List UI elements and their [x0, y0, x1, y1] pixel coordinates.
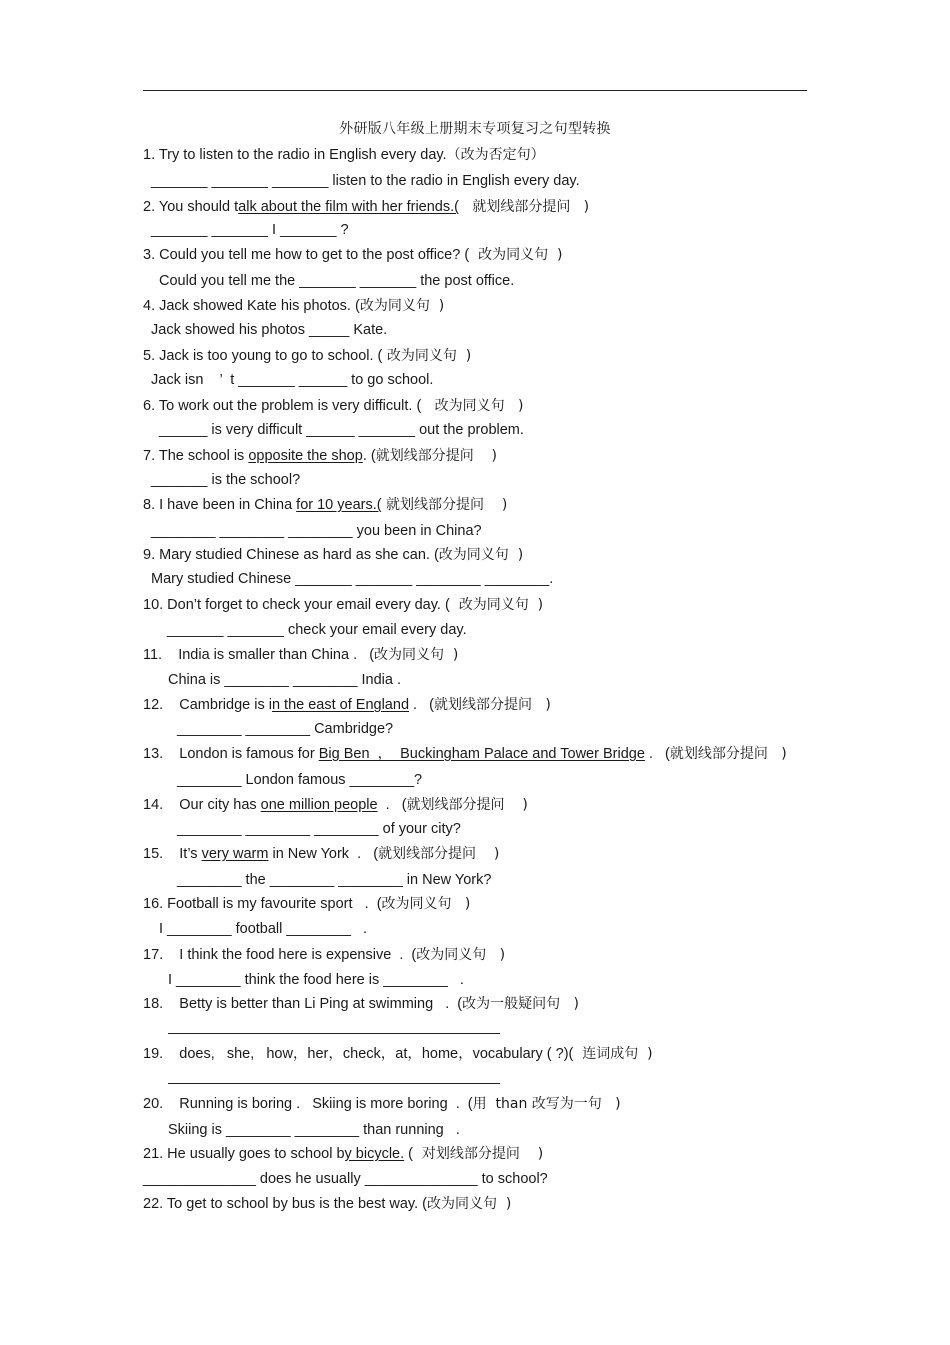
answer-1: _______ _______ _______ listen to the radio in English every day. [151, 173, 580, 189]
question-4: 4. Jack showed Kate his photos. (改为同义句 ) [143, 298, 445, 314]
question-15: 15. It’s very warm in New York . (就划线部分提问 ) [143, 846, 500, 862]
answer-11: China is ________ ________ India . [168, 672, 401, 688]
question-2: 2. You should talk about the film with her friends.( 就划线部分提问 ) [143, 199, 590, 215]
question-21: 21. He usually goes to school by bicycle. ( 对划线部分提问 ) [143, 1146, 544, 1162]
question-19: 19. does, she, how，her，check，at，home，vocabulary ( ?)( 连词成句 ) [143, 1046, 653, 1062]
answer-15: ________ the ________ ________ in New York? [177, 872, 492, 888]
question-18: 18. Betty is better than Li Ping at swimming . (改为一般疑问句 ) [143, 996, 579, 1012]
answer-2: _______ _______ I _______ ? [151, 222, 349, 238]
question-16: 16. Football is my favourite sport . (改为同义句 ) [143, 896, 471, 912]
answer-20: Skiing is ________ ________ than running . [168, 1122, 460, 1138]
answer-3: Could you tell me the _______ _______ the post office. [159, 273, 515, 289]
answer-14: ________ ________ ________ of your city? [177, 821, 461, 837]
question-22: 22. To get to school by bus is the best way. (改为同义句 ) [143, 1196, 512, 1212]
page-title: 外研版八年级上册期末专项复习之句型转换 [339, 121, 611, 137]
question-1: 1. Try to listen to the radio in English every day.（改为否定句） [143, 147, 545, 163]
answer-10: _______ _______ check your email every day. [167, 622, 467, 638]
question-10: 10. Don’t forget to check your email every day. ( 改为同义句 ) [143, 597, 544, 613]
answer-8: ________ ________ ________ you been in China? [151, 523, 482, 539]
answer-7: _______ is the school? [151, 472, 301, 488]
answer-5: Jack isn ’ t _______ ______ to go school. [151, 372, 434, 388]
question-6: 6. To work out the problem is very difficult. ( 改为同义句 ) [143, 398, 524, 414]
question-20: 20. Running is boring . Skiing is more boring . (用 than 改写为一句 ) [143, 1096, 621, 1112]
question-17: 17. I think the food here is expensive . (改为同义句 ) [143, 947, 506, 963]
answer-13: ________ London famous ________? [177, 772, 423, 788]
answer-12: ________ ________ Cambridge? [177, 721, 394, 737]
question-3: 3. Could you tell me how to get to the post office? ( 改为同义句 ) [143, 247, 563, 263]
question-8: 8. I have been in China for 10 years.( 就划线部分提问 ) [143, 497, 508, 513]
question-5: 5. Jack is too young to go to school. ( 改为同义句 ) [143, 348, 472, 364]
answer-21: ______________ does he usually ______________ to school? [143, 1171, 548, 1187]
answer-6: ______ is very difficult ______ _______ out the problem. [159, 422, 524, 438]
answer-line-18 [168, 1033, 500, 1034]
answer-4: Jack showed his photos _____ Kate. [151, 322, 388, 338]
question-14: 14. Our city has one million people . (就划线部分提问 ) [143, 797, 528, 813]
question-13: 13. London is famous for Big Ben ， Buckingham Palace and Tower Bridge . (就划线部分提问 ) [143, 746, 787, 762]
answer-9: Mary studied Chinese _______ _______ ________ ________. [151, 571, 554, 587]
question-11: 11. India is smaller than China . (改为同义句 ) [143, 647, 459, 663]
answer-16: I ________ football ________ . [159, 921, 368, 937]
question-9: 9. Mary studied Chinese as hard as she can. (改为同义句 ) [143, 547, 524, 563]
answer-line-19 [168, 1083, 500, 1084]
question-7: 7. The school is opposite the shop. (就划线部分提问 ) [143, 448, 497, 464]
header-rule [143, 90, 807, 91]
question-12: 12. Cambridge is in the east of England . (就划线部分提问 ) [143, 697, 551, 713]
answer-17: I ________ think the food here is ________ . [168, 972, 464, 988]
